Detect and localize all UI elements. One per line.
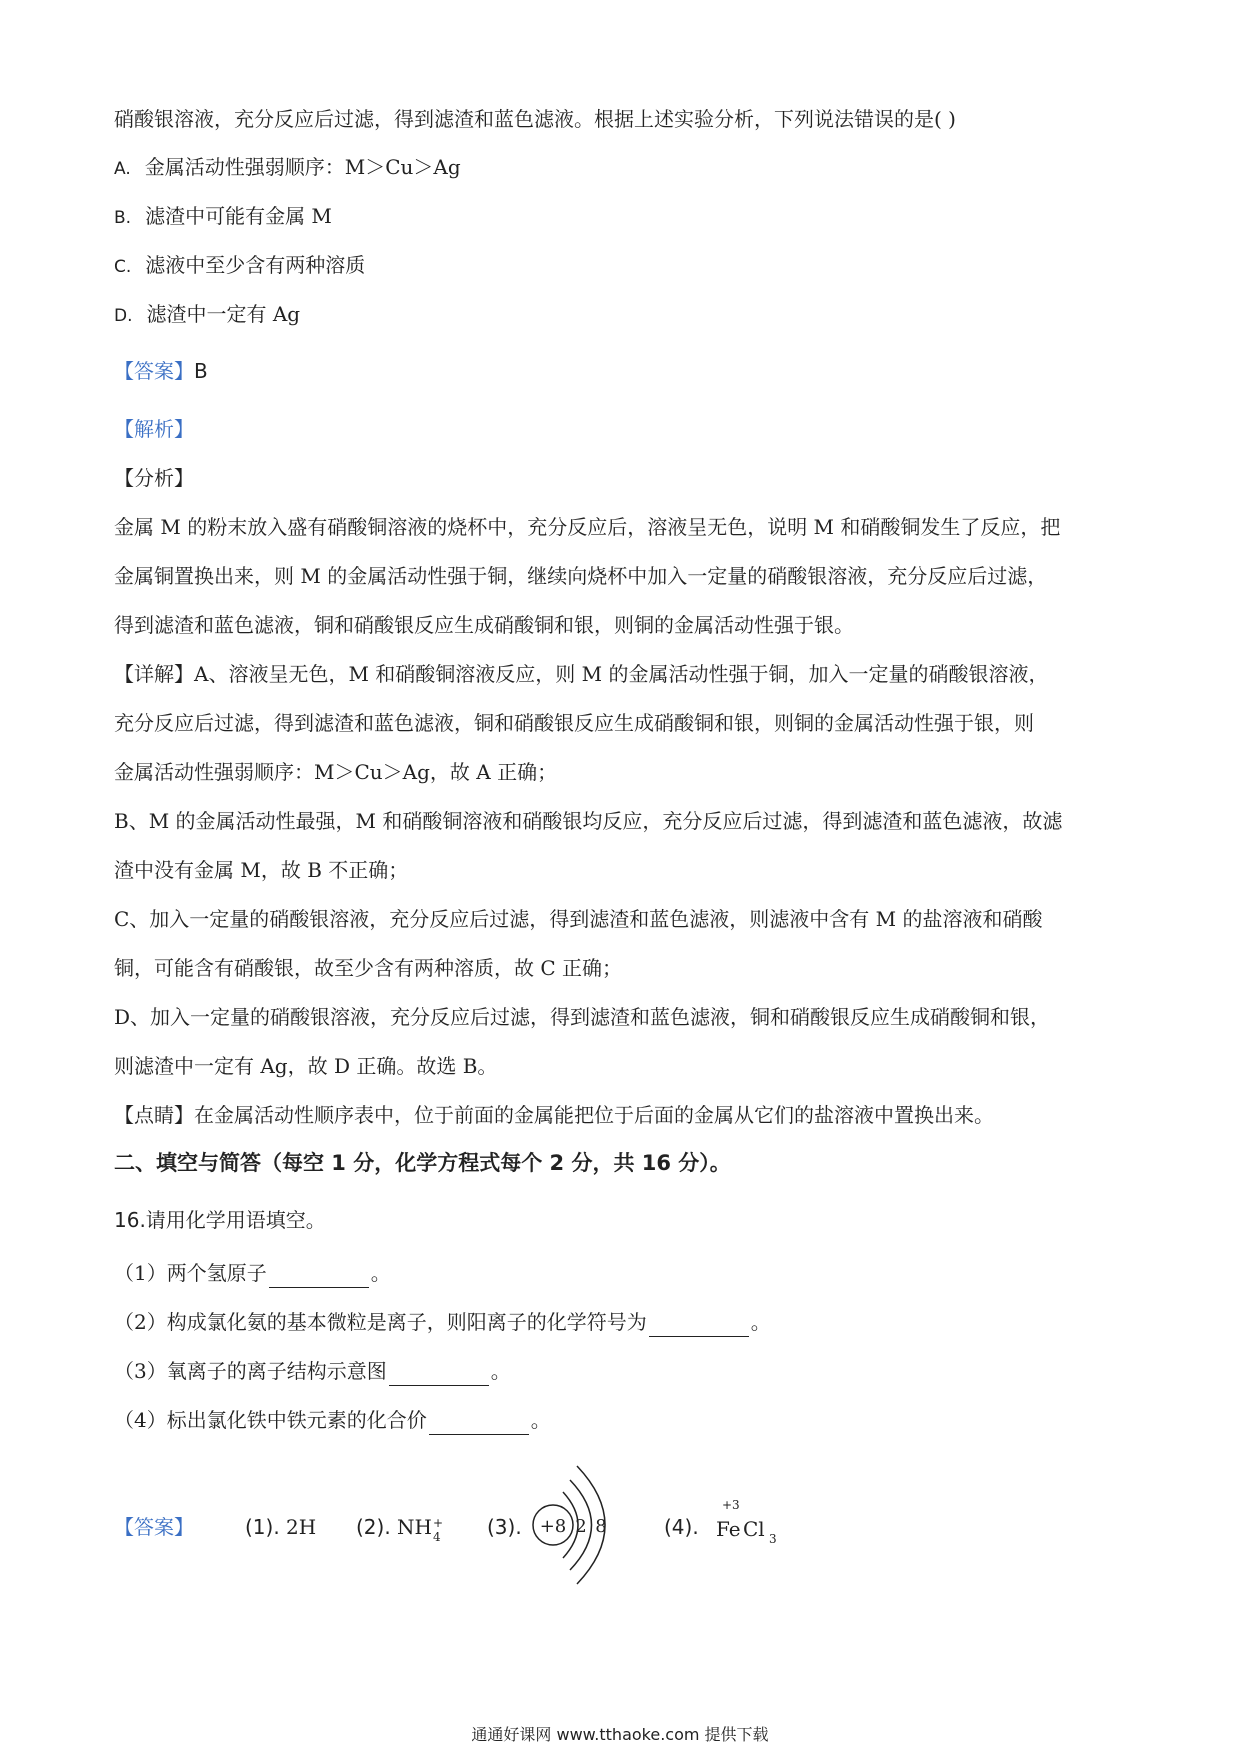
q16-item-end: 。 — [530, 1408, 551, 1432]
answer-two-tag: 【答案】 — [114, 1515, 194, 1539]
option-label: B. — [114, 208, 132, 228]
fenxi-line: 金属铜置换出来，则 M 的金属活动性强于铜，继续向烧杯中加入一定量的硝酸银溶液，充分反应后过滤， — [114, 564, 1048, 588]
valence-mark: +3 — [722, 1498, 740, 1512]
answer-blank — [269, 1267, 369, 1288]
answer-part-3-label — [487, 1512, 522, 1542]
detail-line: 铜，可能含有硝酸银，故至少含有两种溶质，故 C 正确； — [114, 956, 623, 980]
detail-line: 充分反应后过滤，得到滤渣和蓝色滤液，铜和硝酸银反应生成硝酸铜和银，则铜的金属活动性强于银，则 — [114, 711, 1034, 735]
option-label: D. — [114, 306, 133, 326]
shell-electrons-1: 2 — [575, 1516, 587, 1537]
oxygen-ion-diagram — [525, 1460, 615, 1590]
detail-line: 渣中没有金属 M，故 B 不正确； — [114, 858, 409, 882]
detail-line: D、加入一定量的硝酸银溶液，充分反应后过滤，得到滤渣和蓝色滤液，铜和硝酸银反应生成硝酸铜和银， — [114, 1005, 1051, 1029]
q16-item-3 — [114, 1356, 511, 1386]
option-text: 滤渣中可能有金属 M — [145, 204, 332, 228]
iron-symbol: Fe — [716, 1517, 741, 1541]
answer-tag: 【答案】 — [114, 359, 194, 383]
q16-item-4 — [114, 1405, 551, 1435]
q16-item-end: 。 — [750, 1310, 771, 1334]
part-label: (4). — [664, 1515, 699, 1539]
fenxi-line: 金属 M 的粉末放入盛有硝酸铜溶液的烧杯中，充分反应后，溶液呈无色，说明 M 和硝酸铜发生了反应，把 — [114, 515, 1061, 539]
fenxi-line: 得到滤渣和蓝色滤液，铜和硝酸银反应生成硝酸铜和银，则铜的金属活动性强于银。 — [114, 613, 854, 637]
option-b — [114, 201, 332, 233]
answer-part-2 — [356, 1512, 442, 1542]
shell-electrons-2: 8 — [595, 1516, 607, 1537]
nucleus-charge: +8 — [539, 1516, 567, 1537]
q16-item-end: 。 — [370, 1261, 391, 1285]
question-tail: 硝酸银溶液，充分反应后过滤，得到滤渣和蓝色滤液。根据上述实验分析，下列说法错误的是( ) — [114, 107, 956, 131]
fenxi-tag: 【分析】 — [114, 466, 194, 490]
part-label: (3). — [487, 1515, 522, 1539]
part-value: 2H — [286, 1515, 317, 1539]
answer-part-1 — [245, 1512, 316, 1542]
answer-one — [114, 356, 208, 386]
chlorine-symbol: Cl — [743, 1517, 765, 1541]
question-16-title: 16.请用化学用语填空。 — [114, 1208, 326, 1232]
q16-item-text: （1）两个氢原子 — [114, 1261, 267, 1285]
option-a — [114, 152, 461, 184]
q16-item-text: （4）标出氯化铁中铁元素的化合价 — [114, 1408, 427, 1432]
q16-item-text: （3）氧离子的离子结构示意图 — [114, 1359, 387, 1383]
answer-blank — [429, 1414, 529, 1435]
option-c — [114, 250, 365, 282]
answer-blank — [389, 1365, 489, 1386]
chlorine-subscript: 3 — [769, 1532, 777, 1546]
option-label: C. — [114, 257, 132, 277]
option-d — [114, 299, 300, 331]
answer-part-4 — [664, 1512, 699, 1542]
detail-line: 则滤渣中一定有 Ag，故 D 正确。故选 B。 — [114, 1054, 498, 1078]
ammonium-formula: NH + 4 — [397, 1515, 442, 1539]
option-text: 金属活动性强弱顺序：M＞Cu＞Ag — [144, 155, 461, 179]
page-footer: 通通好课网 www.tthaoke.com 提供下载 — [471, 1725, 769, 1744]
q16-item-text: （2）构成氯化氨的基本微粒是离子，则阳离子的化学符号为 — [114, 1310, 647, 1334]
detail-line: C、加入一定量的硝酸银溶液，充分反应后过滤，得到滤渣和蓝色滤液，则滤液中含有 M 的盐溶液和硝酸 — [114, 907, 1043, 931]
dianjing-line: 【点睛】在金属活动性顺序表中，位于前面的金属能把位于后面的金属从它们的盐溶液中置换出来。 — [114, 1103, 994, 1127]
ion-subscript: 4 — [433, 1530, 441, 1544]
option-text: 滤渣中一定有 Ag — [146, 302, 301, 326]
detail-line: B、M 的金属活动性最强，M 和硝酸铜溶液和硝酸银均反应，充分反应后过滤，得到滤渣和蓝色滤液，故滤 — [114, 809, 1063, 833]
section-title: 二、填空与简答（每空 1 分，化学方程式每个 2 分，共 16 分）。 — [114, 1151, 731, 1175]
answer-blank — [649, 1316, 749, 1337]
q16-item-end: 。 — [490, 1359, 511, 1383]
option-text: 滤液中至少含有两种溶质 — [145, 253, 366, 277]
q16-item-1 — [114, 1258, 391, 1288]
detail-line: 【详解】A、溶液呈无色，M 和硝酸铜溶液反应，则 M 的金属活动性强于铜，加入一定量的硝酸银溶液， — [114, 662, 1049, 686]
answer-value: B — [194, 359, 208, 383]
part-label: (1). — [245, 1515, 280, 1539]
detail-line: 金属活动性强弱顺序：M＞Cu＞Ag，故 A 正确； — [114, 760, 558, 784]
ion-charge: + — [433, 1516, 444, 1530]
part-label: (2). — [356, 1515, 391, 1539]
option-label: A. — [114, 159, 131, 179]
analysis-tag: 【解析】 — [114, 417, 194, 441]
q16-item-2 — [114, 1307, 771, 1337]
